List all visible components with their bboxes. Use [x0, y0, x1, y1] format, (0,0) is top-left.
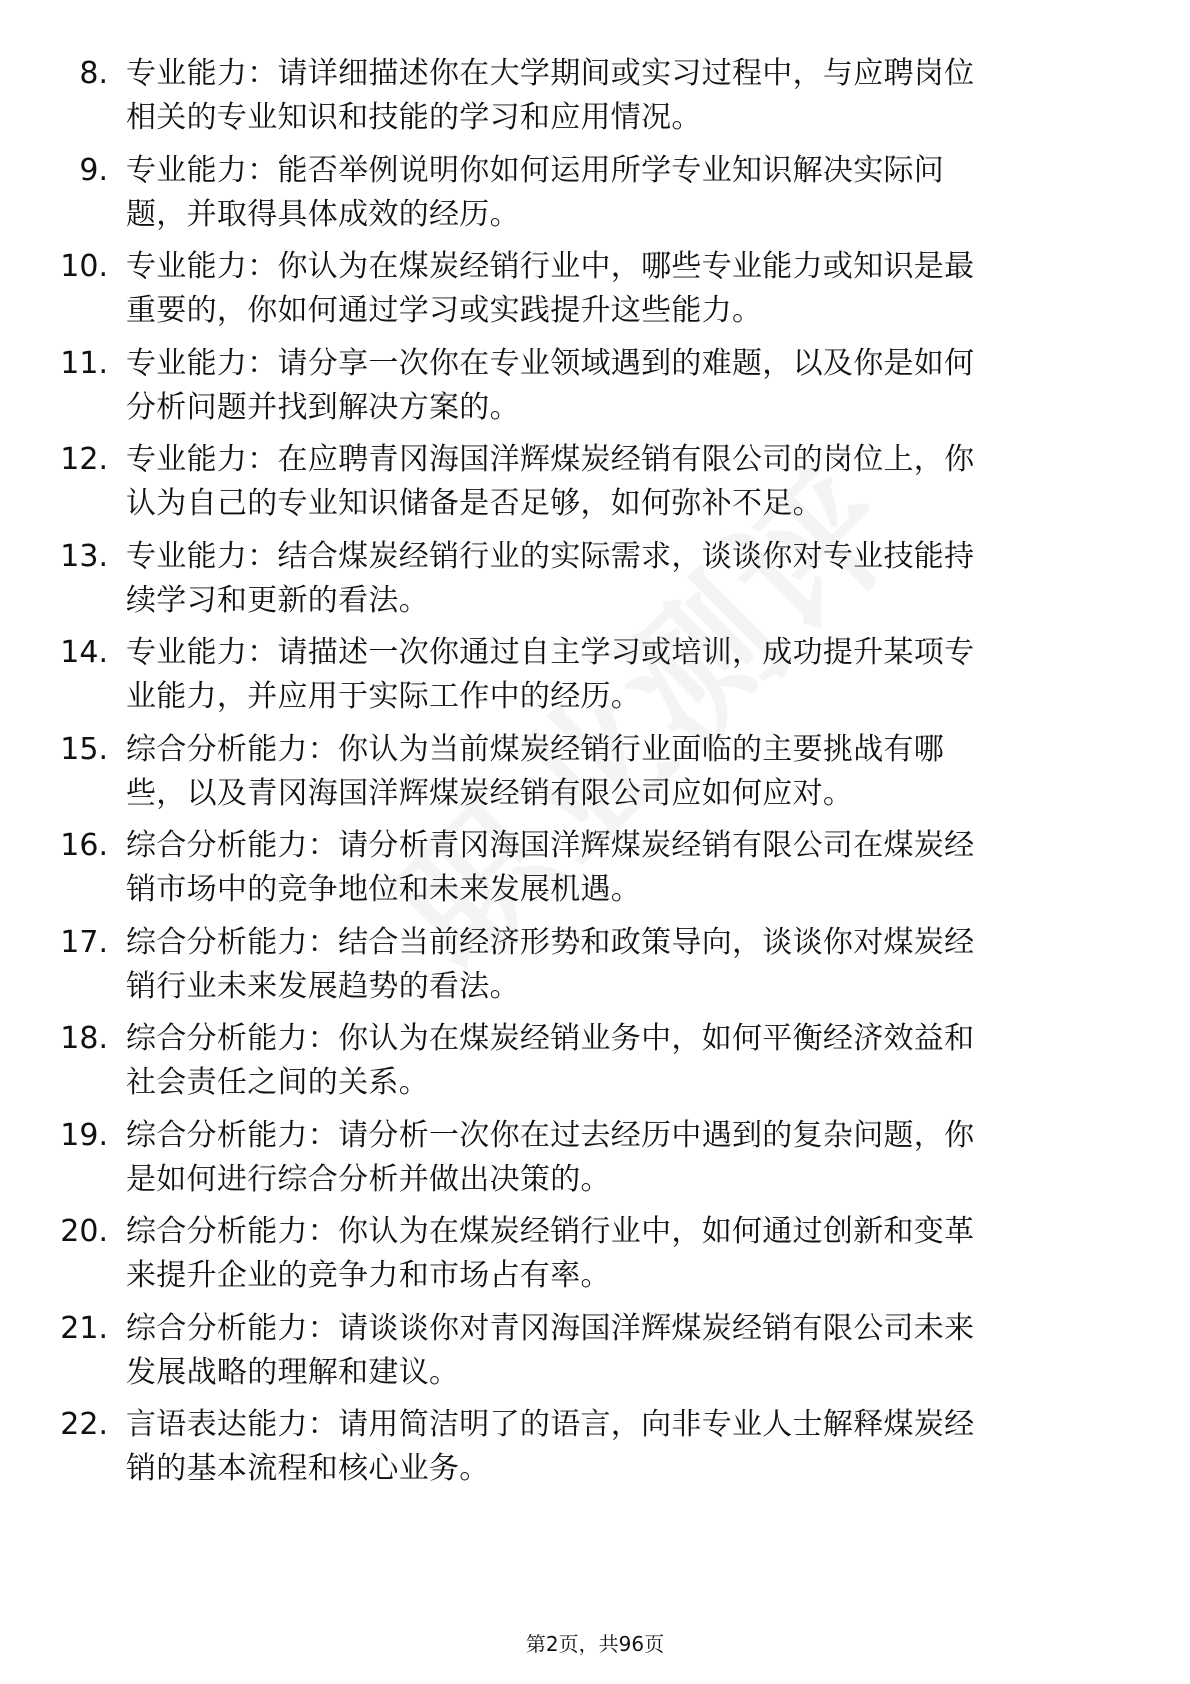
question-text-line: 发展战略的理解和建议。 — [126, 1354, 460, 1390]
question-text-line: 社会责任之间的关系。 — [126, 1065, 429, 1100]
question-text-line: 些，以及青冈海国洋辉煤炭经销有限公司应如何应对。 — [126, 775, 854, 811]
question-item — [0, 1114, 1190, 1211]
question-text — [126, 245, 1106, 333]
question-text-line: 综合分析能力：你认为当前煤炭经销行业面临的主要挑战有哪 — [126, 731, 945, 767]
question-item — [0, 52, 1190, 149]
question-item — [0, 1017, 1190, 1114]
question-number: 8. — [79, 56, 108, 91]
question-text-line: 是如何进行综合分析并做出决策的。 — [126, 1161, 611, 1197]
question-text — [126, 1403, 1106, 1491]
question-item — [0, 1403, 1190, 1500]
question-item — [0, 438, 1190, 535]
question-number: 22. — [60, 1407, 108, 1442]
question-text — [126, 342, 1106, 430]
question-number: 9. — [79, 152, 108, 188]
question-text-line: 综合分析能力：你认为在煤炭经销行业中，如何通过创新和变革 — [126, 1214, 975, 1249]
question-list — [0, 52, 1190, 1500]
question-text-line: 来提升企业的竞争力和市场占有率。 — [126, 1258, 611, 1293]
question-text-line: 相关的专业知识和技能的学习和应用情况。 — [126, 100, 702, 135]
question-text — [126, 1210, 1106, 1298]
page-footer — [0, 1630, 1190, 1658]
question-text-line: 综合分析能力：请谈谈你对青冈海国洋辉煤炭经销有限公司未来 — [126, 1310, 975, 1346]
question-text-line: 综合分析能力：结合当前经济形势和政策导向，谈谈你对煤炭经 — [126, 924, 975, 960]
question-text — [126, 149, 1106, 237]
question-text-line: 综合分析能力：请分析一次你在过去经历中遇到的复杂问题，你 — [126, 1117, 975, 1153]
question-number: 15. — [60, 731, 108, 767]
question-text — [126, 1017, 1106, 1105]
question-text-line: 专业能力：请描述一次你通过自主学习或培训，成功提升某项专 — [126, 635, 975, 670]
question-text-line: 重要的，你如何通过学习或实践提升这些能力。 — [126, 293, 763, 328]
question-number: 17. — [60, 924, 108, 960]
question-number: 11. — [60, 345, 108, 381]
question-text-line: 认为自己的专业知识储备是否足够，如何弥补不足。 — [126, 486, 823, 521]
question-number: 13. — [60, 538, 108, 574]
question-number: 18. — [60, 1021, 108, 1056]
question-text-line: 言语表达能力：请用简洁明了的语言，向非专业人士解释煤炭经 — [126, 1407, 975, 1442]
question-text-line: 分析问题并找到解决方案的。 — [126, 389, 520, 425]
question-item — [0, 728, 1190, 825]
question-text — [126, 631, 1106, 719]
question-text-line: 销的基本流程和核心业务。 — [126, 1451, 490, 1486]
question-text — [126, 535, 1106, 623]
question-item — [0, 342, 1190, 439]
question-item — [0, 1307, 1190, 1404]
question-item — [0, 149, 1190, 246]
question-text-line: 业能力，并应用于实际工作中的经历。 — [126, 679, 642, 714]
question-number: 14. — [60, 635, 108, 670]
question-text — [126, 1307, 1106, 1395]
question-text — [126, 824, 1106, 912]
question-number: 19. — [60, 1117, 108, 1153]
question-item — [0, 245, 1190, 342]
question-number: 20. — [60, 1214, 108, 1249]
question-number: 21. — [60, 1310, 108, 1346]
question-text — [126, 438, 1106, 526]
question-text-line: 专业能力：请分享一次你在专业领域遇到的难题，以及你是如何 — [126, 345, 975, 381]
question-text-line: 专业能力：在应聘青冈海国洋辉煤炭经销有限公司的岗位上，你 — [126, 442, 975, 477]
question-item — [0, 1210, 1190, 1307]
question-text — [126, 728, 1106, 816]
question-text-line: 续学习和更新的看法。 — [126, 582, 429, 618]
question-text-line: 专业能力：结合煤炭经销行业的实际需求，谈谈你对专业技能持 — [126, 538, 975, 574]
question-item — [0, 535, 1190, 632]
question-text-line: 专业能力：请详细描述你在大学期间或实习过程中，与应聘岗位 — [126, 56, 975, 91]
question-text-line: 专业能力：你认为在煤炭经销行业中，哪些专业能力或知识是最 — [126, 249, 975, 284]
question-text-line: 销行业未来发展趋势的看法。 — [126, 968, 520, 1004]
question-number: 10. — [60, 249, 108, 284]
question-number: 12. — [60, 442, 108, 477]
question-text-line: 综合分析能力：你认为在煤炭经销业务中，如何平衡经济效益和 — [126, 1021, 975, 1056]
question-text — [126, 921, 1106, 1009]
question-text-line: 销市场中的竞争地位和未来发展机遇。 — [126, 872, 642, 907]
question-text — [126, 52, 1106, 140]
question-text — [126, 1114, 1106, 1202]
question-item — [0, 921, 1190, 1018]
question-item — [0, 824, 1190, 921]
question-text-line: 题，并取得具体成效的经历。 — [126, 196, 520, 232]
question-number: 16. — [60, 828, 108, 863]
question-item — [0, 631, 1190, 728]
question-text-line: 专业能力：能否举例说明你如何运用所学专业知识解决实际问 — [126, 152, 945, 188]
page-number-label: 第2页，共96页 — [525, 1632, 665, 1656]
question-text-line: 综合分析能力：请分析青冈海国洋辉煤炭经销有限公司在煤炭经 — [126, 828, 975, 863]
